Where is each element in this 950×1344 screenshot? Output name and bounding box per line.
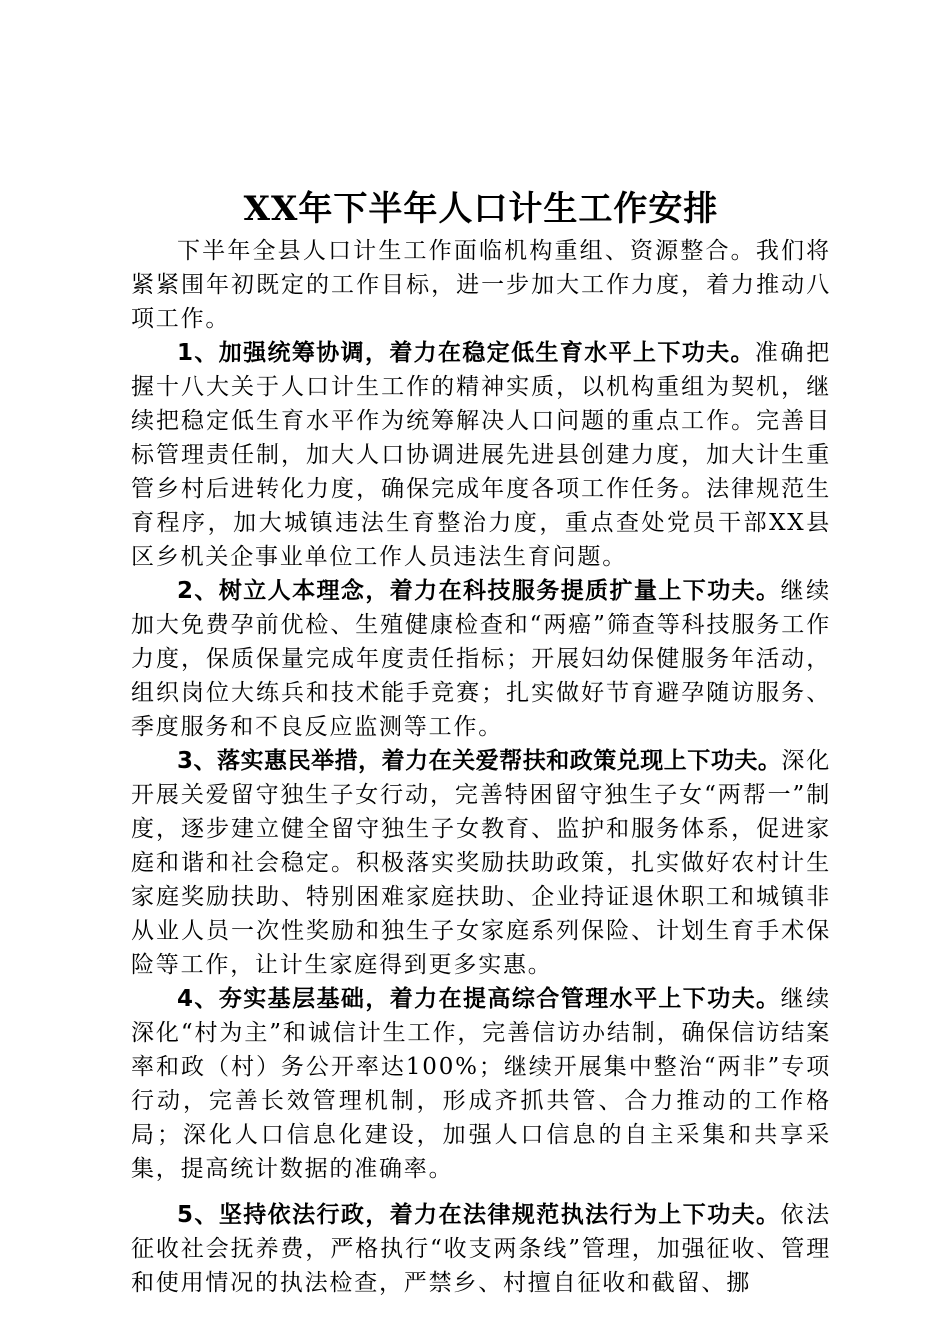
section-2-heading: 2、树立人本理念，着力在科技服务提质扩量上下功夫。 [177, 578, 781, 604]
section-3-paragraph [131, 744, 831, 982]
section-4-paragraph [131, 982, 831, 1186]
document-body [131, 186, 831, 1300]
section-5-heading: 5、坚持依法行政，着力在法律规范执法行为上下功夫。 [177, 1202, 781, 1228]
section-1-heading: 1、加强统筹协调，着力在稳定低生育水平上下功夫。 [177, 340, 755, 366]
section-2-paragraph [131, 574, 831, 744]
section-3-body: 深化开展关爱留守独生子女行动，完善特困留守独生子女“两帮一”制度，逐步建立健全留守独生子女教育、监护和服务体系，促进家庭和谐和社会稳定。积极落实奖励扶助政策，扎实做好农村计生家庭奖励扶助、特别困难家庭扶助、企业持证退休职工和城镇非从业人员一次性奖励和独生子女家庭系列保险、计划生育手术保险等工作，让计生家庭得到更多实惠。 [131, 748, 831, 978]
intro-paragraph: 下半年全县人口计生工作面临机构重组、资源整合。我们将紧紧围年初既定的工作目标，进一步加大工作力度，着力推动八项工作。 [131, 238, 831, 332]
section-1-body: 准确把握十八大关于人口计生工作的精神实质，以机构重组为契机，继续把稳定低生育水平作为统筹解决人口问题的重点工作。完善目标管理责任制，加大人口协调进展先进县创建力度，加大计生重管乡村后进转化力度，确保完成年度各项工作任务。法律规范生育程序，加大城镇违法生育整治力度，重点查处党员干部XX县区乡机关企事业单位工作人员违法生育问题。 [131, 340, 831, 570]
section-5-paragraph [131, 1198, 831, 1300]
document-title: XX年下半年人口计生工作安排 [243, 189, 719, 229]
section-4-heading: 4、夯实基层基础，着力在提高综合管理水平上下功夫。 [177, 986, 781, 1012]
section-4-body: 继续深化“村为主”和诚信计生工作，完善信访办结制，确保信访结案率和政（村）务公开率达100%；继续开展集中整治“两非”专项行动，完善长效管理机制，形成齐抓共管、合力推动的工作格局；深化人口信息化建设，加强人口信息的自主采集和共享采集，提高统计数据的准确率。 [131, 986, 831, 1182]
section-1-paragraph [131, 336, 831, 574]
section-2-body: 继续加大免费孕前优检、生殖健康检查和“两癌”筛查等科技服务工作力度，保质保量完成年度责任指标；开展妇幼保健服务年活动，组织岗位大练兵和技术能手竞赛；扎实做好节育避孕随访服务、季度服务和不良反应监测等工作。 [131, 578, 831, 740]
section-3-heading: 3、落实惠民举措，着力在关爱帮扶和政策兑现上下功夫。 [177, 748, 782, 774]
section-5-body: 依法征收社会抚养费，严格执行“收支两条线”管理，加强征收、管理和使用情况的执法检查，严禁乡、村擅自征收和截留、挪 [131, 1202, 831, 1296]
